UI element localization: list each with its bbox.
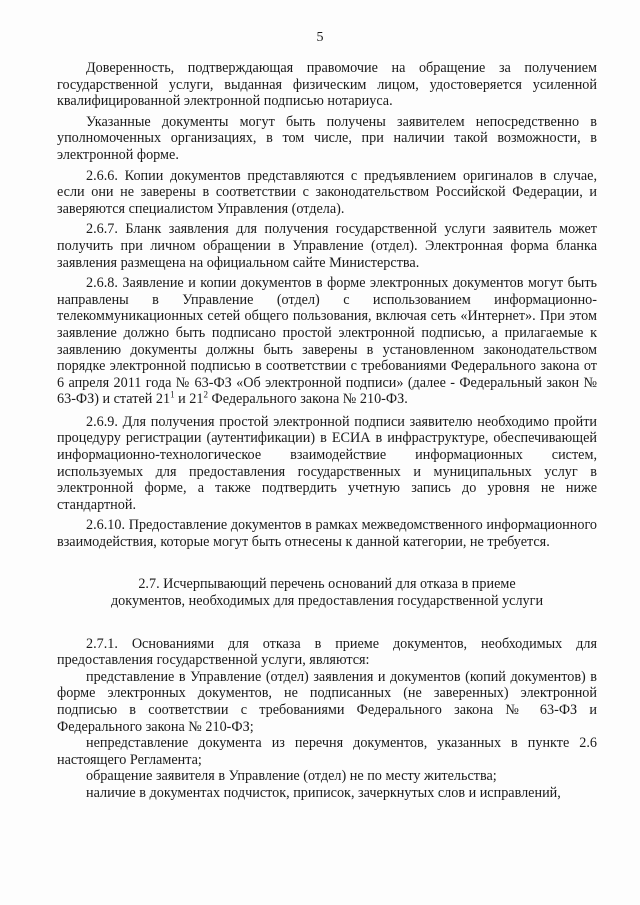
superscript-1: 1 xyxy=(170,389,175,400)
paragraph-2-6-6: 2.6.6. Копии документов представляются с предъявлением оригиналов в случае, если они не заверены в соответствии с законодательством Российской Федерации, и заверяются специалистом Управления (отдела). xyxy=(57,167,597,217)
paragraph-2-6-8 xyxy=(57,275,597,408)
paragraph-electronic-not-signed: представление в Управление (отдел) заявления и документов (копий документов) в форме электронных документов, не подписанных (не заверенных) электронной подписью в соответствии с требованиями Федерального закона № 63-ФЗ и Федерального закона № 210-ФЗ; xyxy=(57,668,597,735)
paragraph-2-6-7: 2.6.7. Бланк заявления для получения государственной услуги заявитель может получить при личном обращении в Управление (отдел). Электронная форма бланка заявления размещена на официальном сайте Министерства. xyxy=(57,221,597,271)
paragraph-wrong-residence: обращение заявителя в Управление (отдел) не по месту жительства; xyxy=(86,768,497,785)
section-title-2-7: 2.7. Исчерпывающий перечень оснований для отказа в приеме документов, необходимых для предоставления государственной услуги xyxy=(110,575,544,609)
paragraph-corrections: наличие в документах подчисток, приписок, зачеркнутых слов и исправлений, xyxy=(86,784,561,801)
paragraph-2-6-10: 2.6.10. Предоставление документов в рамках межведомственного информационного взаимодействия, которые могут быть отнесены к данной категории, не требуется. xyxy=(57,517,597,551)
paragraph-2-6-8-part3: Федерального закона № 210-ФЗ. xyxy=(207,391,408,408)
document-body xyxy=(57,60,597,802)
paragraph-documents-obtained: Указанные документы могут быть получены заявителем непосредственно в уполномоченных организациях, в том числе, при наличии такой возможности, в электронной форме. xyxy=(57,113,597,163)
paragraph-2-6-8-part1: 2.6.8. Заявление и копии документов в форме электронных документов могут быть направлены в Управление (отдел) с использованием информационно-телекоммуникационных сетей общего пользования, включая сеть «Интернет». При этом заявление должно быть подписано простой электронной подписью, а прилагаемые к заявлению документы должны быть заверены в установленном законодательством порядке электронной подписью в соответствии с требованиями Федерального закона от 6 апреля 2011 года № 63-ФЗ «Об электронной подписи» (далее - Федеральный закон № 63-ФЗ) и статей 21 xyxy=(57,275,597,408)
paragraph-2-6-8-part2: и 21 xyxy=(174,391,204,408)
page-number: 5 xyxy=(316,30,324,45)
paragraph-2-7-1: 2.7.1. Основаниями для отказа в приеме документов, необходимых для предоставления государственной услуги, являются: xyxy=(57,635,597,669)
paragraph-missing-document: непредставление документа из перечня документов, указанных в пункте 2.6 настоящего Регламента; xyxy=(57,735,597,768)
superscript-2: 2 xyxy=(203,389,208,400)
paragraph-power-of-attorney: Доверенность, подтверждающая правомочие на обращение за получением государственной услуги, выданная физическим лицом, удостоверяется усиленной квалифицированной электронной подписью нотариуса. xyxy=(57,60,597,110)
paragraph-2-6-9: 2.6.9. Для получения простой электронной подписи заявителю необходимо пройти процедуру регистрации (аутентификации) в ЕСИА в инфраструктуре, обеспечивающей информационно-технологическое взаимодействие информационных систем, используемых для предоставления государственных и муниципальных услуг в электронной форме, а также подтвердить учетную запись до уровня не ниже стандартной. xyxy=(57,413,597,513)
